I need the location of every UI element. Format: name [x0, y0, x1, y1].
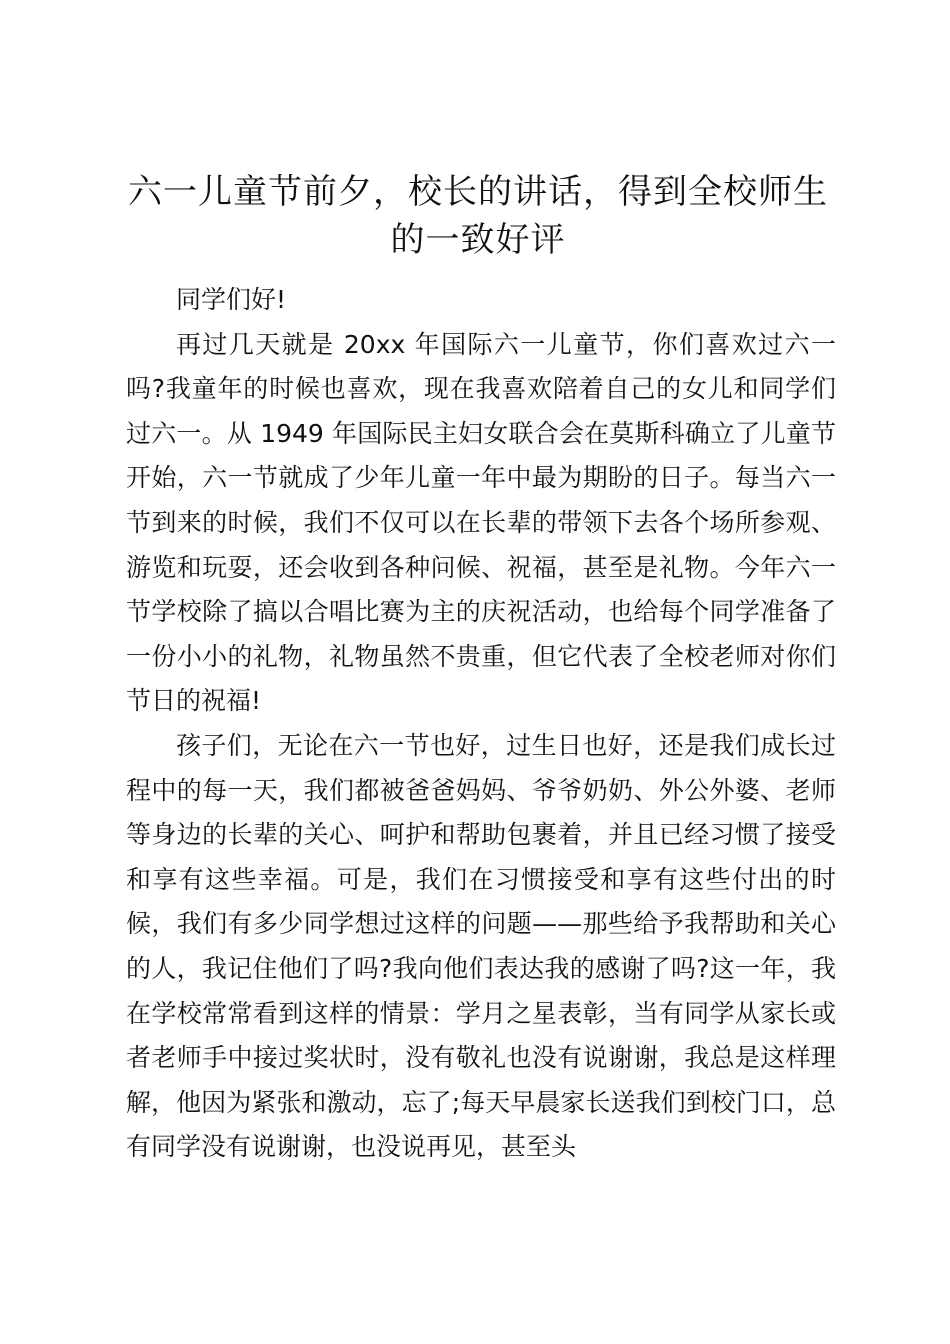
paragraph-childrens-day: 再过几天就是 20xx 年国际六一儿童节，你们喜欢过六一吗?我童年的时候也喜欢，现在我喜欢陪着自己的女儿和同学们过六一。从 1949 年国际民主妇女联合会在莫斯科确立了儿童节开始，六一节就成了少年儿童一年中最为期盼的日子。每当六一节到来的时候，我们不仅可以在长辈的带领下去各个场所参观、游览和玩耍，还会收到各种问候、祝福，甚至是礼物。今年六一节学校除了搞以合唱比赛为主的庆祝活动，也给每个同学准备了一份小小的礼物，礼物虽然不贵重，但它代表了全校老师对你们节日的祝福!: [126, 329, 836, 716]
paragraph-gratitude: 孩子们，无论在六一节也好，过生日也好，还是我们成长过程中的每一天，我们都被爸爸妈妈、爷爷奶奶、外公外婆、老师等身边的长辈的关心、呵护和帮助包裹着，并且已经习惯了接受和享有这些幸福。可是，我们在习惯接受和享有这些付出的时候，我们有多少同学想过这样的问题——那些给予我帮助和关心的人，我记住他们了吗?我向他们表达我的感谢了吗?这一年，我在学校常常看到这样的情景：学月之星表彰，当有同学从家长或者老师手中接过奖状时，没有敬礼也没有说谢谢，我总是这样理解，他因为紧张和激动，忘了;每天早晨家长送我们到校门口，总有同学没有说谢谢，也没说再见，甚至头: [126, 730, 836, 1162]
document-title: 六一儿童节前夕，校长的讲话，得到全校师生的一致好评: [128, 172, 828, 260]
document-body: [126, 278, 836, 1170]
paragraph-greeting: 同学们好!: [176, 285, 287, 314]
